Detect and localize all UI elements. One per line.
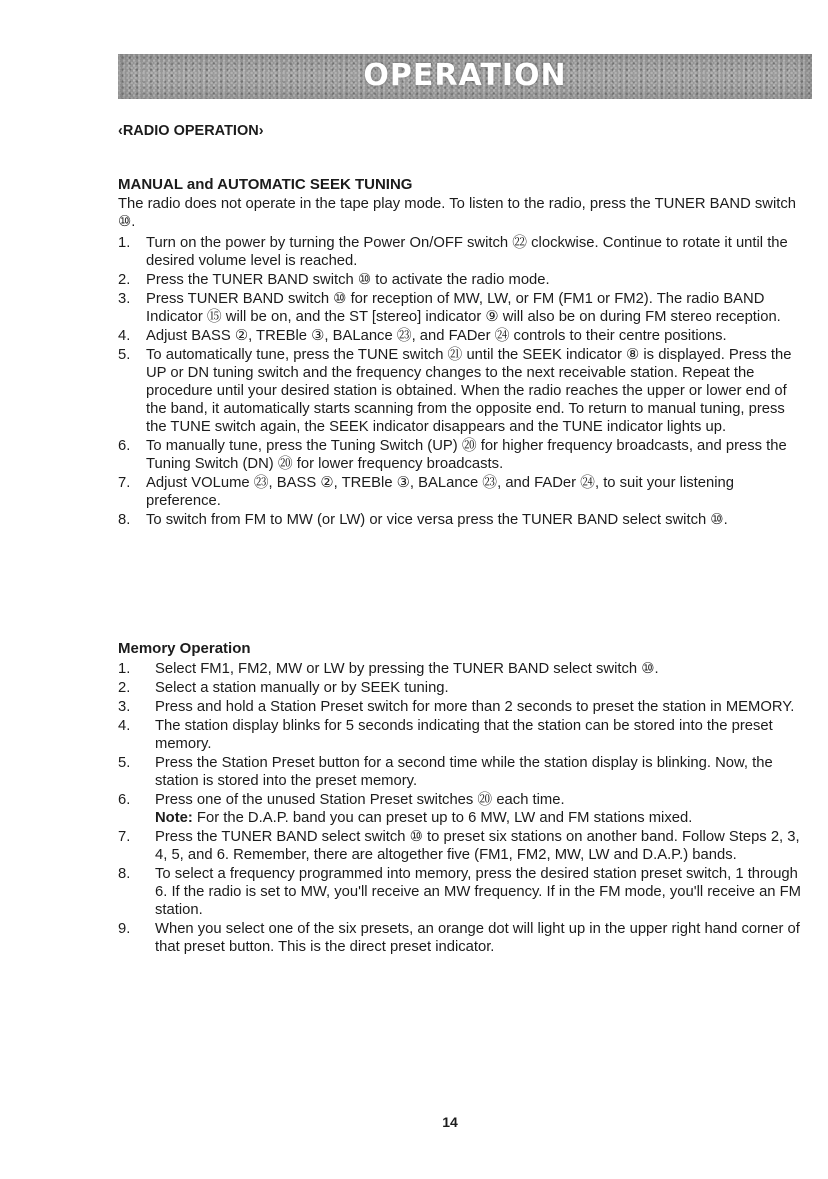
step-text: Press the TUNER BAND select switch ⑩ to preset six stations on another band. Follow Steps 2, 3, 4, 5, and 6. Remember, there are altogether five (FM1, FM2, MW, LW and D.A.P.) bands. — [155, 829, 800, 863]
note-label: Note: — [155, 810, 193, 826]
step-number: 9. — [118, 921, 131, 937]
list-item — [118, 660, 804, 678]
list-item — [118, 327, 804, 345]
section-title: ‹RADIO OPERATION› — [118, 123, 264, 139]
step-text: The station display blinks for 5 seconds indicating that the station can be stored into the preset memory. — [155, 718, 773, 752]
list-item — [118, 698, 804, 716]
list-item — [118, 679, 804, 697]
step-text: Press TUNER BAND switch ⑩ for reception of MW, LW, or FM (FM1 or FM2). The radio BAND Indicator ⑮ will be on, and the ST [stereo] indicator ⑨ will also be on during FM stereo reception. — [146, 291, 781, 325]
step-text: Press one of the unused Station Preset switches ⑳ each time. — [155, 792, 565, 808]
step-text: Adjust BASS ②, TREBle ③, BALance ㉓, and FADer ㉔ controls to their centre positions. — [146, 328, 727, 344]
step-number: 2. — [118, 680, 131, 696]
step-number: 6. — [118, 438, 131, 454]
page-number: 14 — [442, 1114, 458, 1130]
list-item — [118, 234, 804, 270]
step-text: Press the Station Preset button for a second time while the station display is blinking. Now, the station is stored into the preset memory. — [155, 755, 773, 789]
step-text: Press and hold a Station Preset switch for more than 2 seconds to preset the station in MEMORY. — [155, 699, 795, 715]
list-item — [118, 717, 804, 753]
step-number: 8. — [118, 512, 131, 528]
manual-steps-list — [118, 234, 804, 530]
operation-banner — [118, 54, 812, 99]
step-number: 4. — [118, 718, 131, 734]
list-item — [118, 754, 804, 790]
step-text: To select a frequency programmed into memory, press the desired station preset switch, 1 through 6. If the radio is set to MW, you'll receive an MW frequency. If in the FM mode, you'll receive an FM station. — [155, 866, 801, 918]
list-item — [118, 271, 804, 289]
step-number: 8. — [118, 866, 131, 882]
list-item — [118, 828, 804, 864]
step-number: 5. — [118, 347, 131, 363]
manual-tuning-heading: MANUAL and AUTOMATIC SEEK TUNING — [118, 176, 413, 193]
step-text: Turn on the power by turning the Power On/OFF switch ㉒ clockwise. Continue to rotate it until the desired volume level is reached. — [146, 235, 788, 269]
step-text: To automatically tune, press the TUNE switch ㉑ until the SEEK indicator ⑧ is displayed. Press the UP or DN tuning switch and the frequency changes to the next receivable station. Repeat the procedure until your desired station is obtained. When the radio reaches the upper or lower end of the band, it automatically starts scanning from the opposite end. To return to manual tuning, press the TUNE switch again, the SEEK indicator disappears and the TUNE indicator lights up. — [146, 347, 792, 435]
list-item — [118, 791, 804, 827]
manual-intro-paragraph: The radio does not operate in the tape play mode. To listen to the radio, press the TUNER BAND switch ⑩. — [118, 196, 797, 230]
step-number: 7. — [118, 475, 131, 491]
step-number: 3. — [118, 291, 131, 307]
step-text: Select a station manually or by SEEK tuning. — [155, 680, 449, 696]
list-item — [118, 437, 804, 473]
memory-steps-list — [118, 660, 804, 957]
step-text: To manually tune, press the Tuning Switch (UP) ⑳ for higher frequency broadcasts, and press the Tuning Switch (DN) ⑳ for lower frequency broadcasts. — [146, 438, 787, 472]
step-number: 1. — [118, 661, 131, 677]
step-number: 3. — [118, 699, 131, 715]
step-number: 4. — [118, 328, 131, 344]
list-item — [118, 474, 804, 510]
list-item — [118, 346, 804, 436]
list-item — [118, 511, 804, 529]
step-text: To switch from FM to MW (or LW) or vice versa press the TUNER BAND select switch ⑩. — [146, 512, 728, 528]
list-item — [118, 290, 804, 326]
memory-operation-heading: Memory Operation — [118, 640, 251, 657]
list-item — [118, 865, 804, 919]
banner-title: OPERATION — [363, 58, 567, 93]
step-number: 1. — [118, 235, 131, 251]
step-number: 5. — [118, 755, 131, 771]
step-text: When you select one of the six presets, an orange dot will light up in the upper right hand corner of that preset button. This is the direct preset indicator. — [155, 921, 800, 955]
step-number: 6. — [118, 792, 131, 808]
step-number: 2. — [118, 272, 131, 288]
step-number: 7. — [118, 829, 131, 845]
step-text: Press the TUNER BAND switch ⑩ to activate the radio mode. — [146, 272, 550, 288]
step-text: Adjust VOLume ㉓, BASS ②, TREBle ③, BALance ㉓, and FADer ㉔, to suit your listening preference. — [146, 475, 734, 509]
note-text: For the D.A.P. band you can preset up to 6 MW, LW and FM stations mixed. — [192, 810, 693, 826]
list-item — [118, 920, 804, 956]
step-text: Select FM1, FM2, MW or LW by pressing the TUNER BAND select switch ⑩. — [155, 661, 659, 677]
